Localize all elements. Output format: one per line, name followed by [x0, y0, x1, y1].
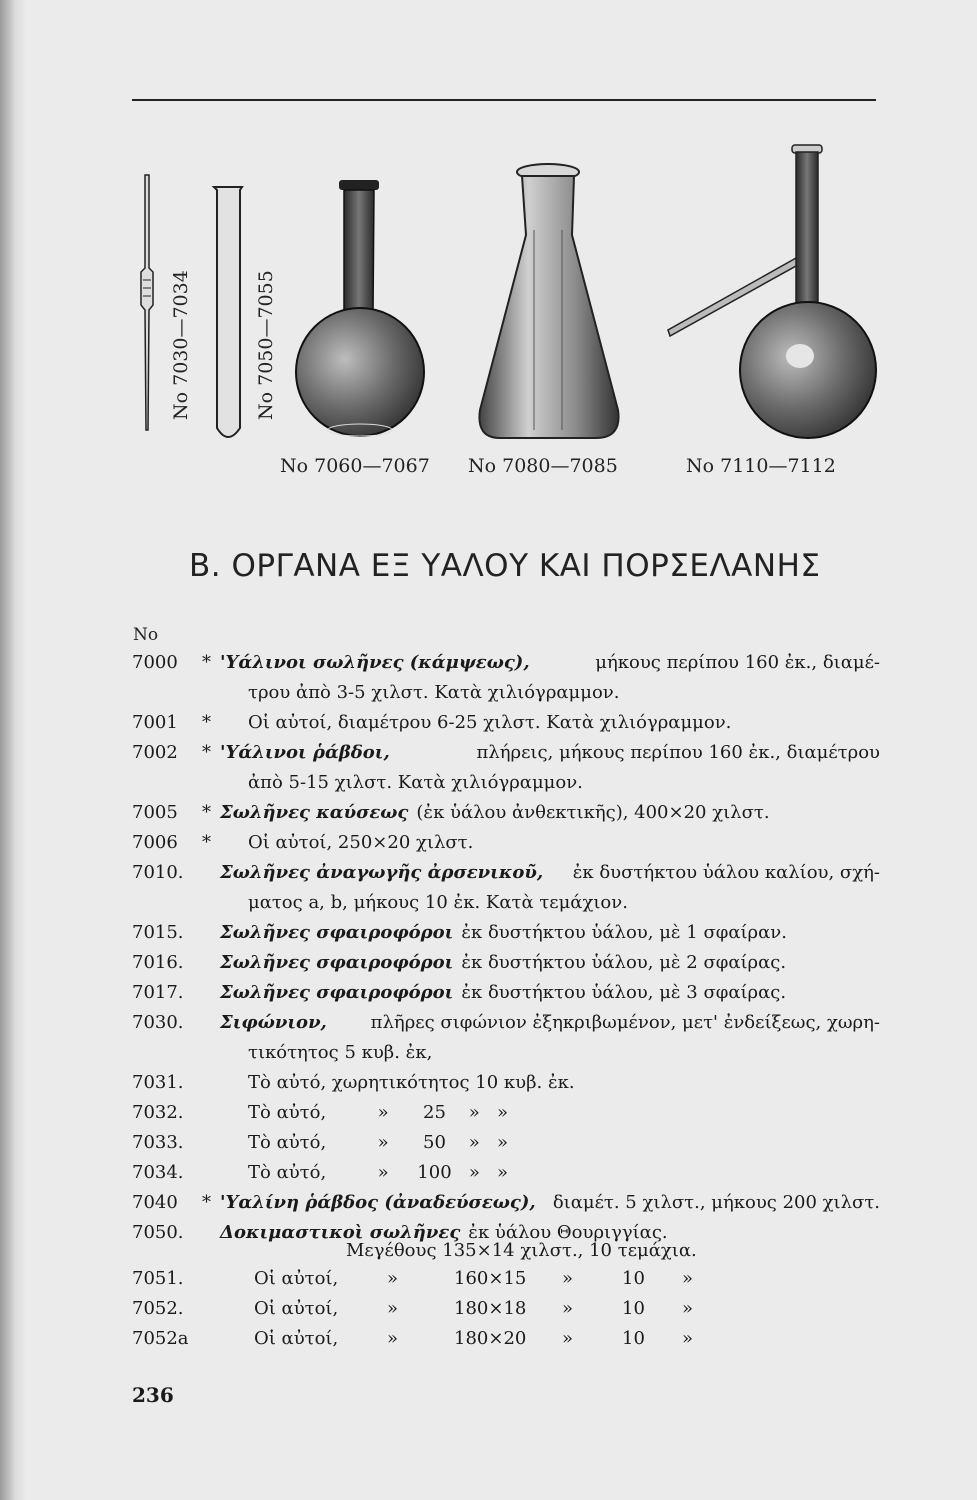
size-row-number: 7051. — [132, 1268, 184, 1289]
entry-row — [132, 828, 880, 858]
count-value: 10 — [622, 1298, 645, 1319]
size-value: 180×18 — [454, 1298, 527, 1319]
entry-star — [202, 1008, 216, 1038]
entry-number: 7006 — [132, 832, 178, 853]
ditto-mark: » — [682, 1298, 694, 1319]
entry-row — [132, 1068, 880, 1098]
entry-text: ἐκ δυστήκτου ὑάλου καλίου, σχή- — [572, 862, 880, 883]
entry-number: 7031. — [132, 1072, 184, 1093]
size-row-number: 7052a — [132, 1328, 189, 1349]
ditto-mark: » — [387, 1328, 399, 1349]
entry-star — [202, 1098, 216, 1128]
entry-text: διαμέτ. 5 χιλστ., μήκους 200 χιλστ. — [552, 1192, 880, 1213]
size-row-number: 7052. — [132, 1298, 184, 1319]
ditto-mark: » — [682, 1268, 694, 1289]
ditto-mark: » — [387, 1268, 399, 1289]
entry-text: ἐκ δυστήκτου ὑάλου, μὲ 1 σφαίραν. — [461, 922, 787, 943]
entry-number: 7033. — [132, 1132, 184, 1153]
entry-text: Οἱ αὐτοί, διαμέτρου 6-25 χιλστ. Κατὰ χιλιόγραμμον. — [248, 712, 732, 733]
count-value: 10 — [622, 1328, 645, 1349]
entry-title: Σιφώνιον, — [220, 1012, 327, 1033]
entry-title: 'Υάλινοι ῥάβδοι, — [220, 742, 390, 763]
entry-star — [202, 978, 216, 1008]
entry-star: * — [202, 652, 211, 673]
entry-number: 7034. — [132, 1162, 184, 1183]
entry-star — [202, 1158, 216, 1188]
entry-text: ἐκ δυστήκτου ὑάλου, μὲ 3 σφαίρας. — [461, 982, 787, 1003]
entry-text: Τὸ αὐτό, » 25 » » — [248, 1102, 508, 1123]
entry-number: 7032. — [132, 1102, 184, 1123]
entry-number: 7015. — [132, 922, 184, 943]
test-tube-drawing — [214, 187, 242, 437]
entry-star: * — [202, 1192, 211, 1213]
entry-text: πλήρεις, μήκους περίπου 160 ἐκ., διαμέτρου — [476, 742, 880, 763]
entry-number: 7000 — [132, 652, 178, 673]
entry-star: * — [202, 742, 211, 763]
entry-row — [132, 648, 880, 678]
entry-text: Οἱ αὐτοί, 250×20 χιλστ. — [248, 832, 474, 853]
entry-continuation: τρου ἀπὸ 3-5 χιλστ. Κατὰ χιλιόγραμμον. — [248, 682, 620, 703]
entry-text: Τὸ αὐτό, » 100 » » — [248, 1162, 509, 1183]
distillation-flask-caption: No 7110—7112 — [686, 455, 836, 477]
entry-continuation: ἀπὸ 5-15 χιλστ. Κατὰ χιλιόγραμμον. — [248, 772, 583, 793]
size-value: 180×20 — [454, 1328, 527, 1349]
entry-row — [132, 978, 880, 1008]
entry-text: μήκους περίπου 160 ἐκ., διαμέ- — [595, 652, 880, 673]
ditto-mark: » — [562, 1328, 574, 1349]
entry-row — [132, 738, 880, 768]
entry-list — [132, 648, 880, 1248]
section-heading: B. ΟΡΓΑΝΑ ΕΞ ΥΑΛΟΥ ΚΑΙ ΠΟΡΣΕΛΑΝΗΣ — [189, 548, 821, 584]
round-flask-caption: No 7060—7067 — [280, 455, 430, 477]
entry-row — [132, 708, 880, 738]
size-row — [132, 1268, 832, 1298]
size-row-label: Οἱ αὐτοί, — [254, 1298, 339, 1319]
pipette-drawing — [141, 175, 153, 430]
ditto-mark: » — [387, 1298, 399, 1319]
entry-star — [202, 1068, 216, 1098]
entry-row — [132, 798, 880, 828]
entry-text: ἐκ ὑάλου Θουριγγίας. — [468, 1222, 668, 1243]
entry-star — [202, 1218, 216, 1248]
entry-continuation: ματος a, b, μήκους 10 ἐκ. Κατὰ τεμάχιον. — [248, 892, 628, 913]
entry-star — [202, 1128, 216, 1158]
entry-star — [202, 948, 216, 978]
entry-text: ἐκ δυστήκτου ὑάλου, μὲ 2 σφαίρας. — [461, 952, 787, 973]
entry-title: Σωλῆνες καύσεως — [220, 802, 409, 823]
entry-row — [132, 1098, 880, 1128]
round-flask-drawing — [296, 180, 424, 436]
size-row-label: Οἱ αὐτοί, — [254, 1328, 339, 1349]
entry-number: 7010. — [132, 862, 184, 883]
page-number: 236 — [132, 1383, 174, 1407]
entry-row — [132, 858, 880, 888]
entry-text: (ἐκ ὑάλου ἀνθεκτικῆς), 400×20 χιλστ. — [416, 802, 770, 823]
entry-star: * — [202, 832, 211, 853]
entry-title: Σωλῆνες σφαιροφόροι — [220, 922, 454, 943]
entry-row — [132, 1188, 880, 1218]
entry-title: Δοκιμαστικοὶ σωλῆνες — [220, 1222, 461, 1243]
entry-title: Σωλῆνες σφαιροφόροι — [220, 982, 454, 1003]
ditto-mark: » — [682, 1328, 694, 1349]
entry-star: * — [202, 802, 211, 823]
entry-number: 7040 — [132, 1192, 178, 1213]
entry-number: 7005 — [132, 802, 178, 823]
pipette-label: No 7030—7034 — [170, 270, 192, 420]
entry-title: 'Υαλίνη ῥάβδος (ἀναδεύσεως), — [220, 1192, 536, 1213]
size-row — [132, 1298, 832, 1328]
entry-row — [132, 1158, 880, 1188]
entry-text: Τὸ αὐτό, » 50 » » — [248, 1132, 508, 1153]
entry-number: 7030. — [132, 1012, 184, 1033]
entry-row — [132, 948, 880, 978]
ditto-mark: » — [562, 1268, 574, 1289]
entry-text: Τὸ αὐτό, χωρητικότητος 10 κυβ. ἐκ. — [248, 1072, 575, 1093]
entry-title: Σωλῆνες σφαιροφόροι — [220, 952, 454, 973]
erlenmeyer-flask-drawing — [479, 164, 618, 438]
size-row-label: Οἱ αὐτοί, — [254, 1268, 339, 1289]
entry-number: 7016. — [132, 952, 184, 973]
entry-number: 7050. — [132, 1222, 184, 1243]
entry-text: πλῆρες σιφώνιον ἐξηκριβωμένον, μετ' ἐνδείξεως, χωρη- — [370, 1012, 880, 1033]
glassware-illustration — [0, 0, 977, 470]
size-table — [132, 1268, 832, 1358]
entry-star — [202, 918, 216, 948]
entry-row — [132, 1008, 880, 1038]
entry-continuation: τικότητος 5 κυβ. ἐκ, — [248, 1042, 433, 1063]
distillation-flask-drawing — [668, 145, 876, 438]
entry-row — [132, 1128, 880, 1158]
entry-star — [202, 858, 216, 888]
ditto-mark: » — [562, 1298, 574, 1319]
number-column-header: No — [133, 625, 159, 645]
entry-title: Σωλῆνες ἀναγωγῆς ἀρσενικοῦ, — [220, 862, 544, 883]
test-tube-label: No 7050—7055 — [255, 270, 277, 420]
size-value: 160×15 — [454, 1268, 527, 1289]
entry-number: 7001 — [132, 712, 178, 733]
count-value: 10 — [622, 1268, 645, 1289]
entry-number: 7002 — [132, 742, 178, 763]
entry-star: * — [202, 712, 211, 733]
size-row — [132, 1328, 832, 1358]
entry-title: 'Υάλινοι σωλῆνες (κάμψεως), — [220, 652, 530, 673]
entry-row — [132, 918, 880, 948]
size-spec-line: Μεγέθους 135×14 χιλστ., 10 τεμάχια. — [346, 1240, 697, 1261]
erlenmeyer-caption: No 7080—7085 — [468, 455, 618, 477]
entry-number: 7017. — [132, 982, 184, 1003]
